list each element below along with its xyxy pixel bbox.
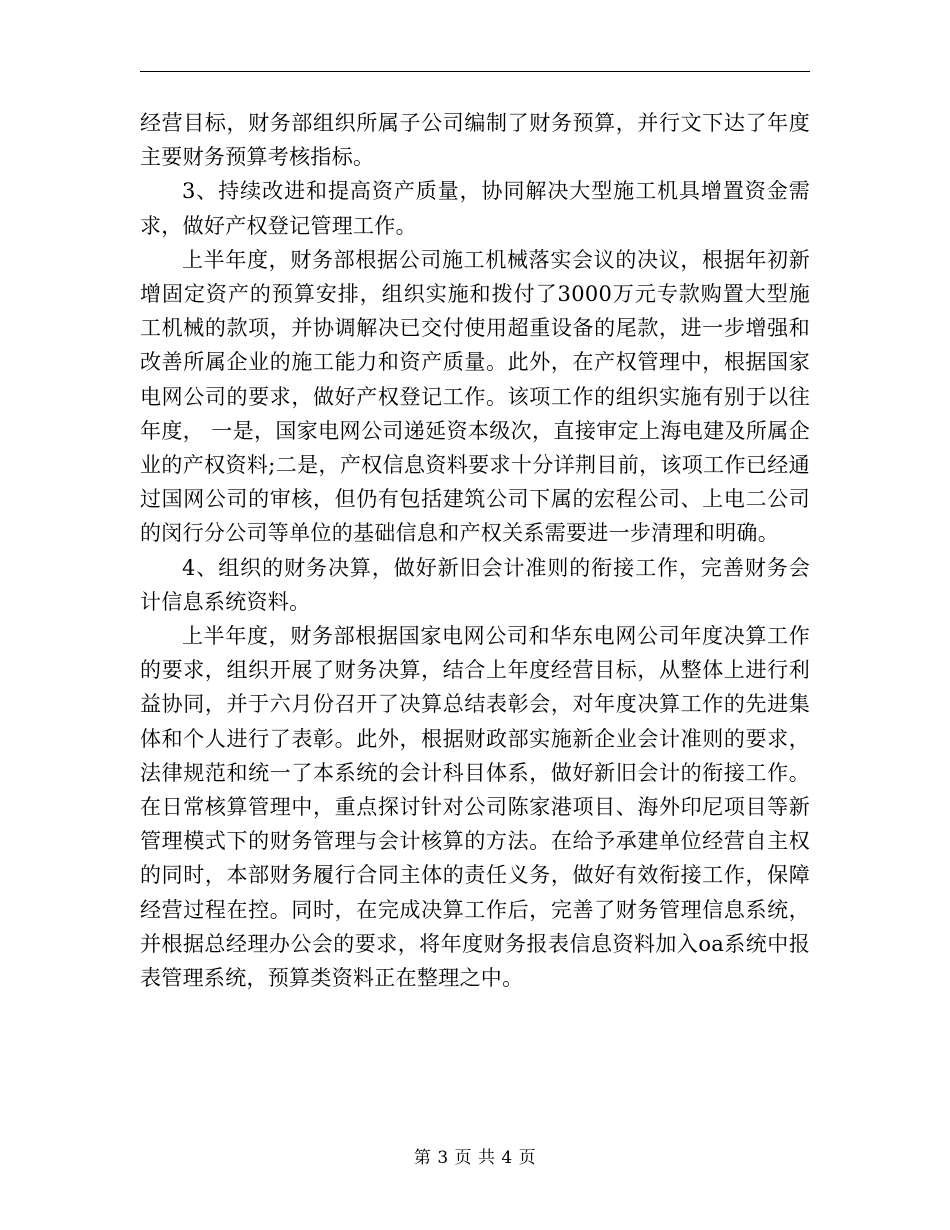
paragraph-asset-quality: 上半年度，财务部根据公司施工机械落实会议的决议，根据年初新增固定资产的预算安排，组织实施和拨付了3000万元专款购置大型施工机械的款项，并协调解决已交付使用超重设备的尾款，进一步增强和改善所属企业的施工能力和资产质量。此外，在产权管理中，根据国家电网公司的要求，做好产权登记工作。该项工作的组织实施有别于以往年度， 一是，国家电网公司递延资本级次，直接审定上海电建及所属企业的产权资料;二是，产权信息资料要求十分详荆目前，该项工作已经通过国网公司的审核，但仍有包括建筑公司下属的宏程公司、上电二公司的闵行分公司等单位的基础信息和产权关系需要进一步清理和明确。 (140, 247, 810, 546)
paragraph-financial-settlement: 上半年度，财务部根据国家电网公司和华东电网公司年度决算工作的要求，组织开展了财务决算，结合上年度经营目标，从整体上进行利益协同，并于六月份召开了决算总结表彰会，对年度决算工作的先进集体和个人进行了表彰。此外，根据财政部实施新企业会计准则的要求，法律规范和统一了本系统的会计科目体系，做好新旧会计的衔接工作。在日常核算管理中，重点探讨针对公司陈家港项目、海外印尼项目等新管理模式下的财务管理与会计核算的方法。在给予承建单位经营自主权的同时，本部财务履行合同主体的责任义务，做好有效衔接工作，保障经营过程在控。同时，在完成决算工作后，完善了财务管理信息系统，并根据总经理办公会的要求，将年度财务报表信息资料加入oa系统中报表管理系统，预算类资料正在整理之中。 (140, 624, 810, 991)
paragraph-item-4-heading: 4、组织的财务决算，做好新旧会计准则的衔接工作，完善财务会计信息系统资料。 (140, 555, 810, 614)
paragraph-continuation: 经营目标，财务部组织所属子公司编制了财务预算，并行文下达了年度主要财务预算考核指标。 (140, 111, 810, 170)
header-rule (140, 71, 810, 72)
page-number-footer: 第 3 页 共 4 页 (413, 1148, 537, 1168)
document-body (140, 106, 810, 995)
paragraph-item-3-heading: 3、持续改进和提高资产质量，协同解决大型施工机具增置资金需求，做好产权登记管理工作。 (140, 179, 810, 238)
